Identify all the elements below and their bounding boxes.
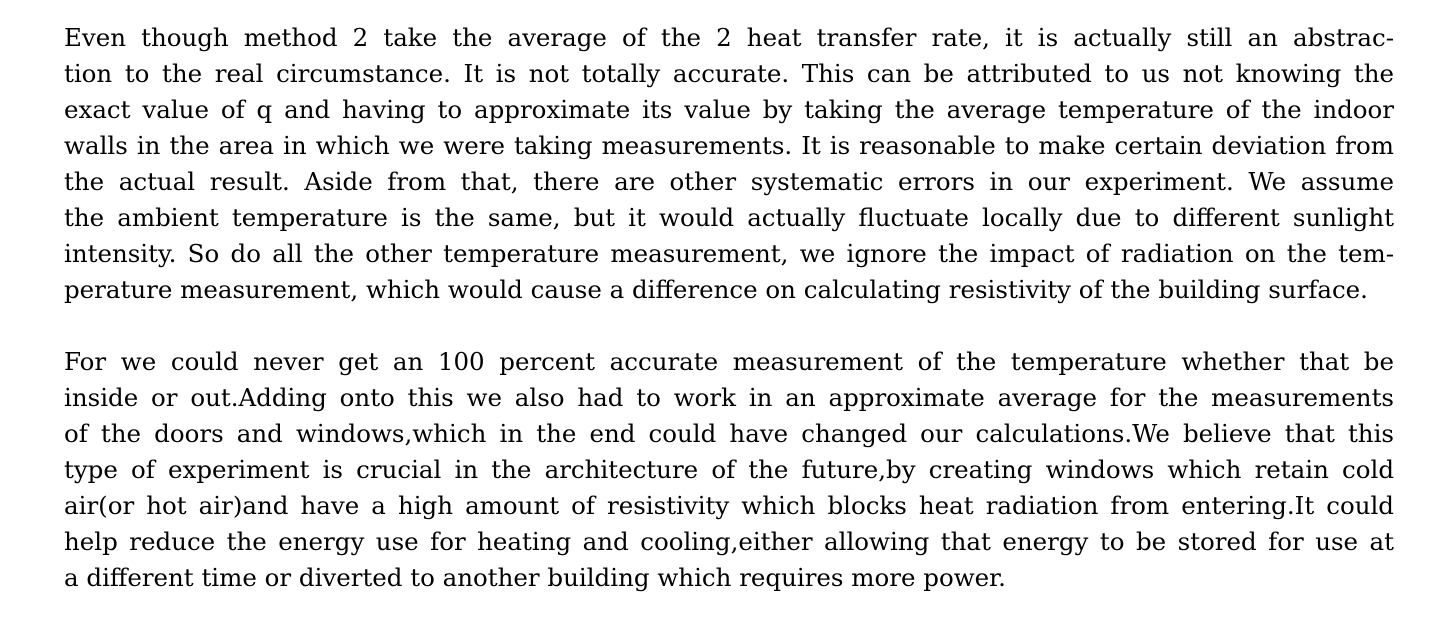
text-line: Even though method 2 take the average of the 2 heat transfer rate, it is actually still an abstrac- [64, 23, 1394, 52]
text-line: tion to the real circumstance. It is not totally accurate. This can be attributed to us not knowing the [64, 59, 1394, 88]
text-line: For we could never get an 100 percent accurate measurement of the temperature whether that be [64, 347, 1394, 376]
text-line: the actual result. Aside from that, there are other systematic errors in our experiment. We assume [64, 167, 1394, 196]
text-line: perature measurement, which would cause a difference on calculating resistivity of the building surface. [64, 275, 1368, 304]
text-line: intensity. So do all the other temperature measurement, we ignore the impact of radiation on the tem- [64, 239, 1394, 268]
text-line: air(or hot air)and have a high amount of resistivity which blocks heat radiation from entering.It could [64, 491, 1394, 520]
text-line: a different time or diverted to another building which requires more power. [64, 563, 1006, 592]
text-line: type of experiment is crucial in the architecture of the future,by creating windows which retain cold [64, 455, 1394, 484]
document-body [64, 20, 1394, 596]
text-line: exact value of q and having to approximate its value by taking the average temperature of the indoor [64, 95, 1394, 124]
text-line: help reduce the energy use for heating and cooling,either allowing that energy to be stored for use at [64, 527, 1394, 556]
text-line: inside or out.Adding onto this we also had to work in an approximate average for the measurements [64, 383, 1394, 412]
text-line: of the doors and windows,which in the end could have changed our calculations.We believe that this [64, 419, 1394, 448]
paragraph-conclusion [64, 344, 1394, 596]
text-line: walls in the area in which we were taking measurements. It is reasonable to make certain deviation from [64, 131, 1394, 160]
text-line: the ambient temperature is the same, but it would actually fluctuate locally due to different sunlight [64, 203, 1394, 232]
paragraph-error-analysis [64, 20, 1394, 308]
